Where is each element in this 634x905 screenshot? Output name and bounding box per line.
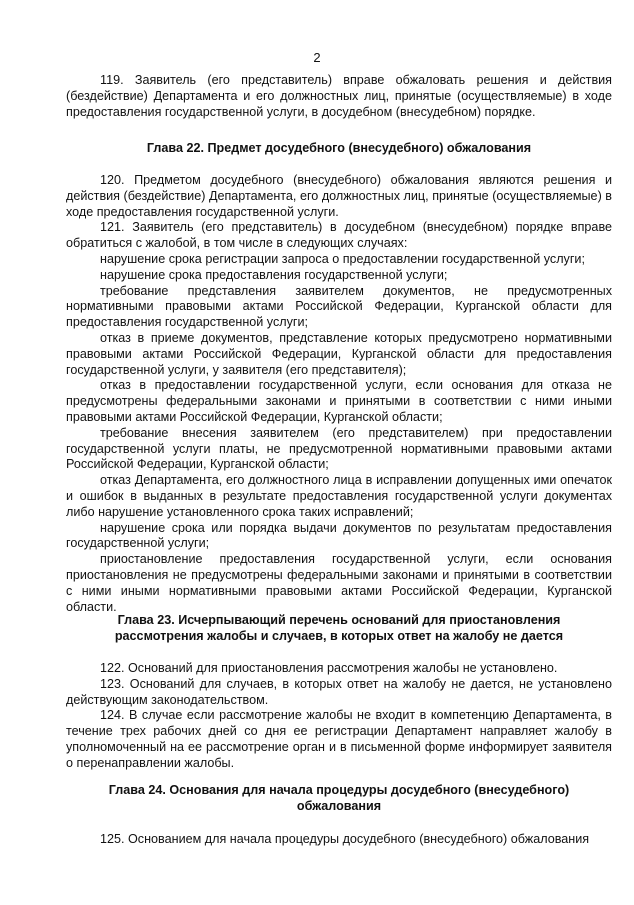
main-list-block <box>66 173 612 615</box>
case-item: отказ Департамента, его должностного лица в исправлении допущенных ими опечаток и ошибок в выданных в результате предоставления государственной услуги документах либо нарушение установленного срока таких исправлений; <box>66 473 612 519</box>
chapter-24-heading-block <box>66 783 612 815</box>
case-item: требование представления заявителем документов, не предусмотренных нормативными правовыми актами Российской Федерации, Курганской области для предоставления государственной услуги; <box>66 283 612 330</box>
case-item: нарушение срока предоставления государственной услуги; <box>100 267 448 282</box>
paragraph-119: 119. Заявитель (его представитель) вправе обжаловать решения и действия (бездействие) Департамента и его должностных лиц, принятые (осуществляемые) в ходе предоставления государственной услуги, в досудебном (внесудебном) порядке. <box>66 73 612 119</box>
paragraph-119-block <box>66 73 612 120</box>
chapter-22-heading-block <box>66 141 612 157</box>
chapter-23-heading-line-2: рассмотрения жалобы и случаев, в которых ответ на жалобу не дается <box>114 628 564 643</box>
case-item: требование внесения заявителем (его представителем) при предоставлении государственной услуги платы, не предусмотренной нормативными правовыми актами Российской Федерации, Курганской области; <box>66 425 612 472</box>
chapter-23-body <box>66 661 612 772</box>
chapter-23-heading-block <box>66 613 612 645</box>
case-item: нарушение срока или порядка выдачи документов по результатам предоставления государственной услуги; <box>66 520 612 551</box>
paragraph-121: 121. Заявитель (его представитель) в досудебном (внесудебном) порядке вправе обратиться с жалобой, в том числе в следующих случаях: <box>66 220 612 251</box>
paragraph-125-block <box>66 832 612 848</box>
chapter-23-heading-line-1: Глава 23. Исчерпывающий перечень оснований для приостановления <box>117 613 561 627</box>
paragraph-120: 120. Предметом досудебного (внесудебного) обжалования являются решения и действия (бездействие) Департамента, его должностных лиц, принятые (осуществляемые) в ходе предоставления государственной услуги. <box>66 173 612 219</box>
case-item: отказ в предоставлении государственной услуги, если основания для отказа не предусмотрены федеральными законами и принятыми в соответствии с ними иными правовыми актами Российской Федерации, Курганской области; <box>66 378 612 424</box>
case-item: нарушение срока регистрации запроса о предоставлении государственной услуги; <box>100 251 585 266</box>
case-item: отказ в приеме документов, представление которых предусмотрено нормативными правовыми актами Российской Федерации, Курганской области для предоставления государственной услуги, у заявителя (его представителя); <box>66 330 612 377</box>
chapter-24-heading-line-1: Глава 24. Основания для начала процедуры досудебного (внесудебного) <box>108 783 570 797</box>
case-item: приостановление предоставления государственной услуги, если основания приостановления не предусмотрены федеральными законами и принятыми в соответствии с ними иными нормативными правовыми актами Российской Федерации, Курганской области. <box>66 552 612 614</box>
paragraph-125: 125. Основанием для начала процедуры досудебного (внесудебного) обжалования <box>100 832 590 846</box>
paragraph-123: 123. Оснований для случаев, в которых ответ на жалобу не дается, не установлено действующим законодательством. <box>66 676 612 707</box>
paragraph-124: 124. В случае если рассмотрение жалобы не входит в компетенцию Департамента, в течение трех рабочих дней со дня ее регистрации Департамент направляет жалобу в уполномоченный на ее рассмотрение орган и в письменной форме информирует заявителя о перенаправлении жалобы. <box>66 708 612 770</box>
page-number: 2 <box>313 50 321 65</box>
paragraph-122: 122. Оснований для приостановления рассмотрения жалобы не установлено. <box>100 661 558 675</box>
chapter-24-heading-line-2: обжалования <box>296 798 382 813</box>
chapter-22-heading: Глава 22. Предмет досудебного (внесудебного) обжалования <box>146 141 532 155</box>
